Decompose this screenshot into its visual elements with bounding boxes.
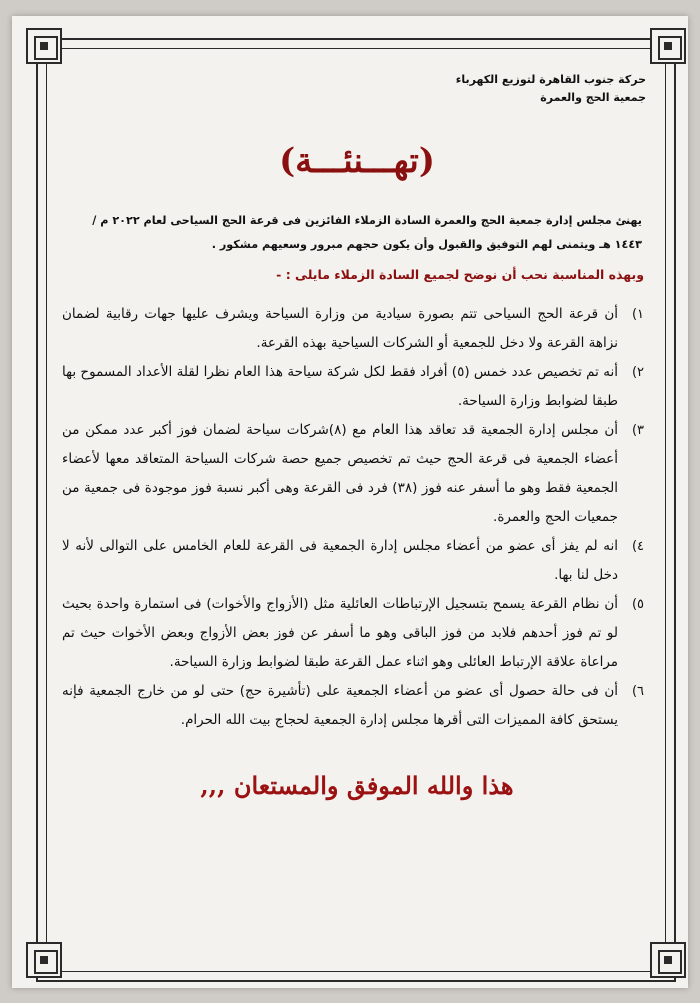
list-item: [62, 358, 652, 416]
page-title: (تهـــنئـــة): [279, 141, 435, 181]
org-header: [62, 71, 652, 107]
item-text: أن قرعة الحج السياحى تتم بصورة سيادية من وزارة السياحة ويشرف عليها جهات رقابية لضمان نزاهة القرعة ولا دخل للجمعية أو الشركات السياحية بهذه القرعة.: [62, 306, 618, 351]
list-item: [62, 677, 652, 735]
list-item: [62, 416, 652, 532]
lead-statement: وبهذه المناسبة نحب أن نوضح لجميع السادة الزملاء مايلى : -: [276, 267, 644, 282]
item-text: أن فى حالة حصول أى عضو من أعضاء الجمعية على (تأشيرة حج) حتى لو من خارج الجمعية فإنه يستحق كافة المميزات التى أقرها مجلس إدارة الجمعية لحجاج بيت الله الحرام.: [62, 683, 618, 728]
intro-line-1: يهنئ مجلس إدارة جمعية الحج والعمرة السادة الزملاء الفائزين فى قرعة الحج السياحى لعام ٢٠٢٢ م /: [92, 214, 642, 227]
item-number: ١): [631, 307, 644, 322]
corner-ornament-top-right: [650, 28, 686, 64]
item-number: ٦): [631, 684, 644, 699]
item-text: انه لم يفز أى عضو من أعضاء مجلس إدارة الجمعية فى القرعة للعام الخامس على التوالى لأنه لا دخل لنا بها.: [62, 538, 618, 583]
intro-paragraph: [62, 209, 652, 257]
closing-line: هذا والله الموفق والمستعان ,,,: [200, 771, 514, 800]
list-item: [62, 532, 652, 590]
document-content: [62, 71, 652, 971]
corner-ornament-bottom-right: [650, 942, 686, 978]
corner-ornament-bottom-left: [26, 942, 62, 978]
org-line-2: جمعية الحج والعمرة: [540, 91, 646, 104]
item-text: أن مجلس إدارة الجمعية قد تعاقد هذا العام مع (٨)شركات سياحة لضمان فوز أكبر عدد ممكن من أعضاء الجمعية فى قرعة الحج حيث تم تخصيص جميع حصة شركات السياحة المتعاقد معها لأعضاء الجمعية فقط وهو ما أسفر عنه فوز (٣٨) فرد فى القرعة وهى أكبر نسبة فوز موجودة فى جمعية من جمعيات الحج والعمرة.: [62, 422, 618, 525]
item-text: أن نظام القرعة يسمح بتسجيل الإرتباطات العائلية مثل (الأزواج والأخوات) فى استمارة واحدة بحيث لو تم فوز أحدهم فلابد من فوز الباقى وهو ما أسفر عن فوز بعض الأزواج وبعض الأخوات حيث تم مراعاة علاقة الإرتباط العائلى وهو اثناء عمل القرعة طبقا لضوابط وزارة السياحة.: [62, 596, 618, 670]
list-item: [62, 590, 652, 677]
item-number: ٢): [631, 365, 644, 380]
document-sheet: [12, 16, 688, 988]
org-line-1: حركة جنوب القاهرة لتوزيع الكهرباء: [455, 73, 646, 86]
item-number: ٥): [631, 597, 644, 612]
item-number: ٤): [631, 539, 644, 554]
item-number: ٣): [631, 423, 644, 438]
list-item: [62, 300, 652, 358]
item-text: أنه تم تخصيص عدد خمس (٥) أفراد فقط لكل شركة سياحة هذا العام نظرا لقلة الأعداد المسموح بها طبقا لضوابط وزارة السياحة.: [62, 364, 618, 409]
corner-ornament-top-left: [26, 28, 62, 64]
intro-line-2: ١٤٤٣ هـ ويتمنى لهم التوفيق والقبول وأن يكون حجهم مبرور وسعيهم مشكور .: [211, 238, 642, 251]
points-list: [62, 300, 652, 735]
